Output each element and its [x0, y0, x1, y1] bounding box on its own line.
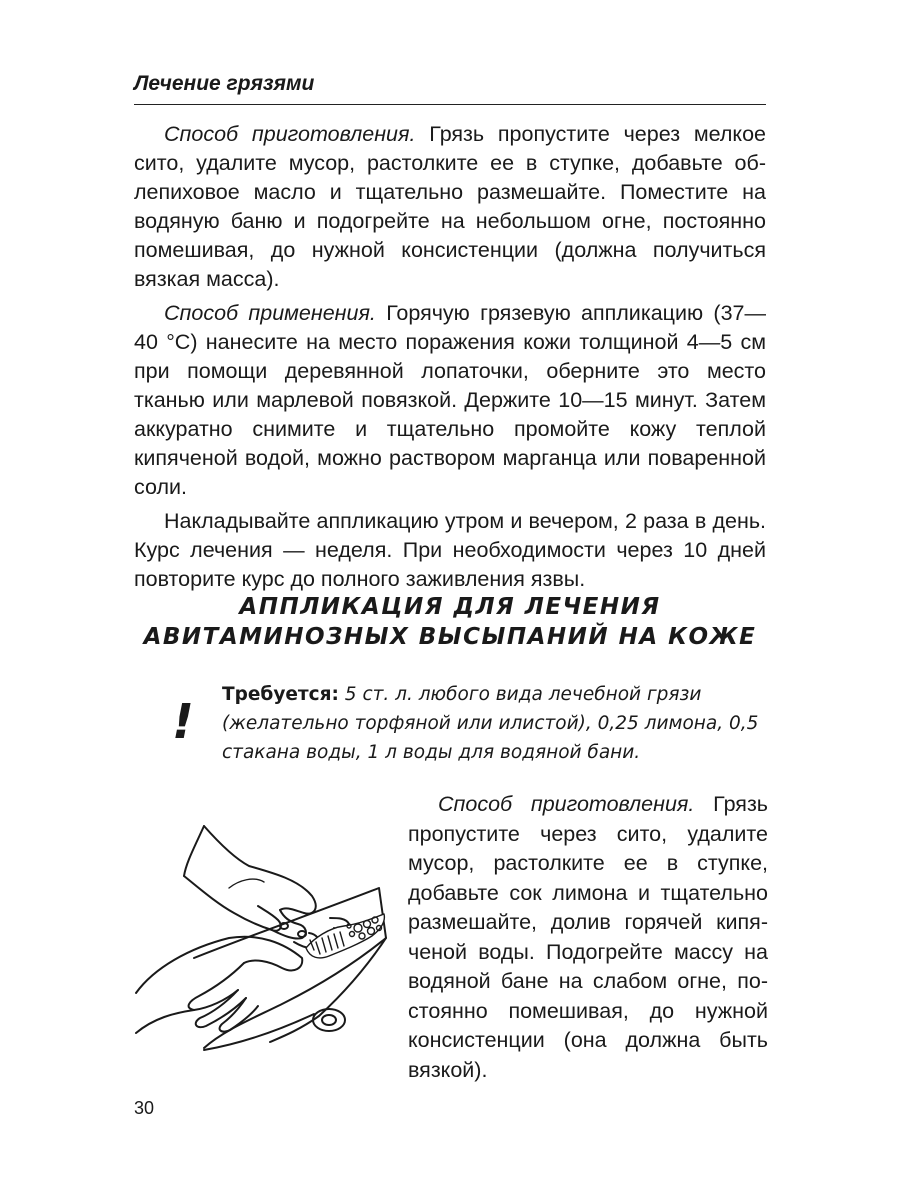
paragraph-text: Грязь пропустите через мелкое сито, удалите мусор, растолките ее в ступке, добавьте облепиховое масло и тщательно размешайте. Поместите на водяную баню и подогрейте на небольшом огне, постоянно помешивая, до нужной консистенции (должна получиться вязкая масса). [134, 122, 766, 291]
exclamation-icon: ! [172, 694, 194, 750]
paragraph [134, 507, 766, 594]
section-title [134, 592, 766, 652]
paragraph [134, 299, 766, 502]
running-head: Лечение грязями [134, 72, 766, 105]
paragraph [134, 120, 766, 294]
preparation-text [408, 790, 768, 1085]
required-label: Требуется: [222, 684, 339, 705]
required-ingredients [222, 680, 770, 767]
hands-applying-mud-illustration [134, 818, 399, 1068]
paragraph-lead: Способ приготовления. [438, 792, 695, 816]
rolled-cloth [313, 1009, 345, 1031]
paragraph-text: Накладывайте аппликацию утром и вечером, 2 раза в день. Курс лечения — неделя. При необходимости через 10 дней повторите курс до полного заживления язвы. [134, 509, 766, 591]
paragraph [408, 790, 768, 1085]
paragraph-text: Грязь пропустите через сито, удалите мусор, растолките ее в ступке, добавьте сок лимона и тщательно размешайте, долив горячей кипяченой воды. Подогрейте массу на водяной бане на слабом огне, постоянно помешивая, до нужной консистенции (она должна быть вязкой). [408, 792, 769, 1082]
page-number: 30 [134, 1098, 155, 1118]
upper-hand [204, 826, 316, 914]
required-text: 5 ст. л. любого вида лечебной грязи (желательно торфяной или илистой), 0,25 лимона, 0,5 стакана воды, 1 л воды для водяной бани. [222, 684, 759, 763]
paragraph-text: Горячую грязевую аппликацию (37—40 °С) нанесите на место поражения кожи толщиной 4—5 см при помощи деревянной лопаточки, оберните это место тканью или марлевой повязкой. Держите 10—15 минут. Затем аккуратно снимите и тщательно промойте кожу теплой кипяченой водой, можно раствором марганца или поваренной соли. [134, 301, 766, 499]
section-title-line1: АППЛИКАЦИЯ ДЛЯ ЛЕЧЕНИЯ [239, 594, 661, 620]
section-title-line2: АВИТАМИНОЗНЫХ ВЫСЫПАНИЙ НА КОЖЕ [143, 624, 757, 650]
paragraph-lead: Способ приготовления. [164, 122, 416, 146]
paragraph-lead: Способ применения. [164, 301, 376, 325]
body-text [134, 120, 766, 599]
